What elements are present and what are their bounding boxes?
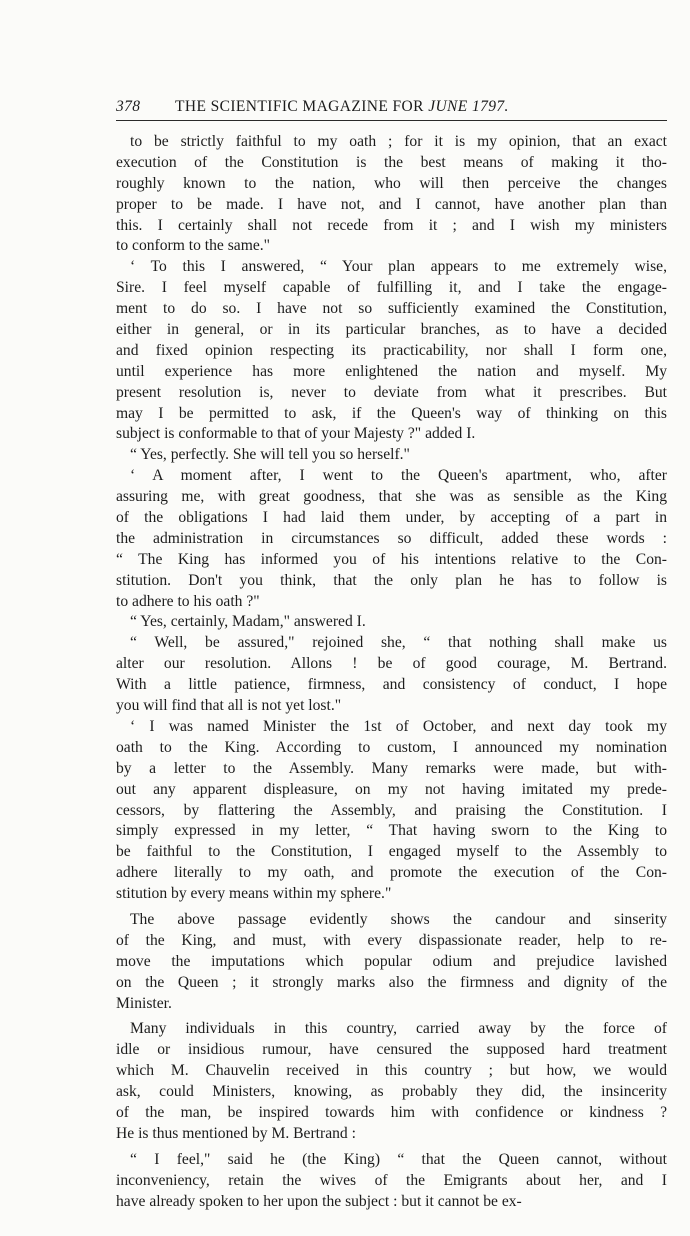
text-line: have already spoken to her upon the subject : but it cannot be ex- (116, 1192, 522, 1210)
running-title (175, 98, 509, 116)
paragraph (116, 1019, 667, 1144)
text-line: adhere literally to my oath, and promote the execution of the Con- (116, 864, 667, 882)
text-line: oath to the King. According to custom, I announced my nomination (116, 738, 667, 756)
text-line: the administration in circumstances so difficult, added these words : (116, 529, 667, 547)
text-line: The above passage evidently shows the candour and sinserity (130, 910, 667, 928)
text-line: ment to do so. I have not so sufficiently examined the Constitution, (116, 300, 667, 318)
paragraph (116, 1150, 667, 1213)
paragraph (116, 633, 667, 717)
paragraph (116, 717, 667, 905)
paragraph (116, 257, 667, 445)
paragraph (116, 445, 667, 466)
paragraph (116, 466, 667, 612)
text-line: out any apparent displeasure, on my not having imitated my prede- (116, 780, 667, 798)
text-line: With a little patience, firmness, and consistency of conduct, I hope (116, 676, 667, 694)
magazine-title: THE SCIENTIFIC MAGAZINE FOR (175, 98, 424, 115)
text-line: which M. Chauvelin received in this country ; but how, we would (116, 1062, 667, 1080)
text-line: on the Queen ; it strongly marks also the firmness and dignity of the (116, 973, 667, 991)
text-line: stitution. Don't you think, that the only plan he has to follow is (116, 571, 667, 589)
text-line: idle or insidious rumour, have censured the supposed hard treatment (116, 1041, 667, 1059)
text-line: Many individuals in this country, carried away by the force of (130, 1020, 667, 1038)
text-line: “ Yes, certainly, Madam," answered I. (130, 613, 366, 631)
text-line: “ Well, be assured," rejoined she, “ that nothing shall make us (130, 634, 667, 652)
text-line: execution of the Constitution is the best means of making it tho- (116, 153, 667, 171)
article-body (116, 132, 667, 1212)
text-line: “ The King has informed you of his intentions relative to the Con- (116, 550, 667, 568)
text-line: either in general, or in its particular branches, as to have a decided (116, 321, 667, 339)
text-line: alter our resolution. Allons ! be of good courage, M. Bertrand. (116, 655, 667, 673)
text-line: and fixed opinion respecting its practicability, nor shall I form one, (116, 341, 667, 359)
text-line: ‘ I was named Minister the 1st of October, and next day took my (130, 717, 667, 735)
text-line: you will find that all is not yet lost." (116, 697, 342, 715)
text-line: roughly known to the nation, who will then perceive the changes (116, 174, 667, 192)
text-line: stitution by every means within my sphere." (116, 885, 392, 903)
text-line: to conform to the same." (116, 237, 271, 255)
text-line: to be strictly faithful to my oath ; for it is my opinion, that an exact (130, 133, 667, 150)
text-line: proper to be made. I have not, and I cannot, have another plan than (116, 195, 667, 213)
text-line: until experience has more enlightened the nation and myself. My (116, 362, 667, 380)
text-line: to adhere to his oath ?" (116, 592, 260, 610)
text-line: assuring me, with great goodness, that she was as sensible as the King (116, 488, 667, 506)
text-line: subject is conformable to that of your Majesty ?" added I. (116, 425, 476, 443)
running-header (116, 94, 667, 121)
text-line: ask, could Ministers, knowing, as probably they did, the insincerity (116, 1083, 667, 1101)
text-line: by a letter to the Assembly. Many remarks were made, but with- (116, 759, 667, 777)
text-line: cessors, by flattering the Assembly, and praising the Constitution. I (116, 801, 667, 819)
text-line: of the obligations I had laid them under, by accepting of a part in (116, 509, 667, 527)
text-line: He is thus mentioned by M. Bertrand : (116, 1124, 356, 1142)
text-line: be faithful to the Constitution, I engaged myself to the Assembly to (116, 843, 667, 861)
text-line: this. I certainly shall not recede from it ; and I wish my ministers (116, 216, 667, 234)
text-line: “ Yes, perfectly. She will tell you so herself." (130, 446, 410, 464)
text-line: “ I feel," said he (the King) “ that the Queen cannot, without (130, 1150, 667, 1168)
page-number: 378 (116, 98, 141, 115)
text-line: inconveniency, retain the wives of the Emigrants about her, and I (116, 1171, 667, 1189)
text-line: ‘ A moment after, I went to the Queen's apartment, who, after (130, 467, 667, 485)
paragraph (116, 910, 667, 1014)
text-line: may I be permitted to ask, if the Queen's way of thinking on this (116, 404, 667, 422)
text-line: of the King, and must, with every dispassionate reader, help to re- (116, 931, 667, 949)
paragraph (116, 612, 667, 633)
text-line: simply expressed in my letter, “ That having sworn to the King to (116, 822, 667, 840)
text-line: Sire. I feel myself capable of fulfilling it, and I take the engage- (116, 279, 667, 297)
paragraph (116, 132, 667, 257)
issue-date: JUNE 1797. (428, 98, 509, 115)
text-line: ‘ To this I answered, “ Your plan appears to me extremely wise, (130, 258, 667, 276)
text-line: present resolution is, never to deviate from what it prescribes. But (116, 383, 667, 401)
text-line: of the man, be inspired towards him with confidence or kindness ? (116, 1103, 667, 1121)
text-line: Minister. (116, 994, 172, 1012)
text-line: move the imputations which popular odium and prejudice lavished (116, 952, 667, 970)
